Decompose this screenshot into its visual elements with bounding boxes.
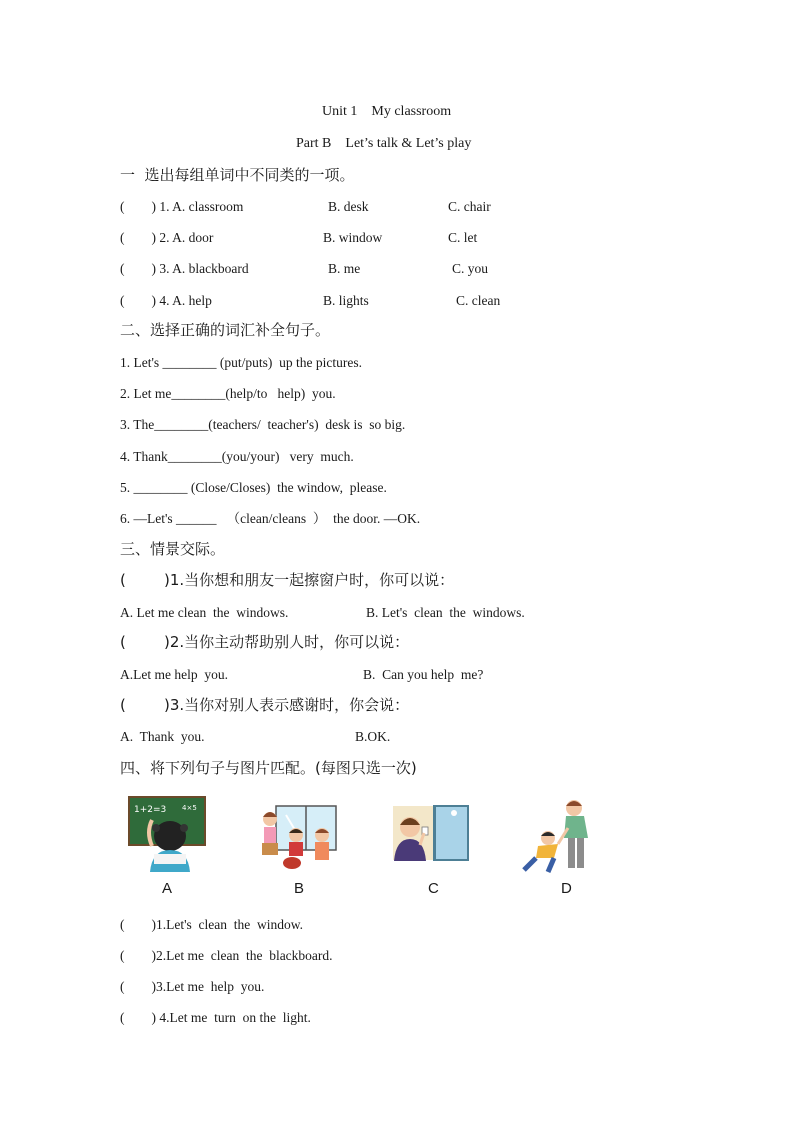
- s1-q2-option-c: C. let: [448, 230, 478, 245]
- s4-item-2: ( )2.Let me clean the blackboard.: [120, 948, 333, 963]
- s2-item-5: 5. ________ (Close/Closes) the window, please.: [120, 480, 387, 495]
- s2-item-4: 4. Thank________(you/your) very much.: [120, 449, 354, 464]
- s1-q3-stem: ( ) 3. A. blackboard: [120, 261, 249, 276]
- s3-q3-option-a: A. Thank you.: [120, 729, 205, 744]
- section1-heading: 一 选出每组单词中不同类的一项。: [120, 166, 355, 184]
- s3-q2-stem: ( )2.当你主动帮助别人时，你可以说：: [120, 633, 410, 651]
- section3-heading: 三、情景交际。: [120, 540, 226, 558]
- picture-label-b: B: [294, 880, 305, 897]
- s3-q1-stem: ( )1.当你想和朋友一起擦窗户时，你可以说：: [120, 571, 455, 589]
- s1-q3-option-b: B. me: [328, 261, 361, 276]
- s1-q4-stem: ( ) 4. A. help: [120, 293, 212, 308]
- s1-q4-option-c: C. clean: [456, 293, 501, 308]
- s3-q3-option-b: B.OK.: [355, 729, 391, 744]
- s1-q2-option-b: B. window: [323, 230, 383, 245]
- section4-heading: 四、将下列句子与图片匹配。(每图只选一次): [120, 759, 417, 777]
- boy-turning-on-light-picture: [392, 805, 470, 861]
- section2-heading: 二、选择正确的词汇补全句子。: [120, 321, 331, 339]
- s1-q2-stem: ( ) 2. A. door: [120, 230, 214, 245]
- s2-item-1: 1. Let's ________ (put/puts) up the pictures.: [120, 355, 363, 370]
- s4-item-4: ( ) 4.Let me turn on the light.: [120, 1010, 311, 1025]
- board-equation: 1+2=3: [134, 805, 167, 815]
- s3-q2-option-a: A.Let me help you.: [120, 667, 228, 682]
- s1-q3-option-c: C. you: [452, 261, 489, 276]
- s2-item-6: 6. —Let's ______ （clean/cleans ） the door. —OK.: [120, 511, 421, 526]
- s2-item-2: 2. Let me________(help/to help) you.: [120, 386, 336, 401]
- children-cleaning-window-picture: [258, 805, 338, 871]
- picture-label-c: C: [428, 880, 439, 897]
- s4-item-3: ( )3.Let me help you.: [120, 979, 265, 994]
- picture-label-d: D: [561, 880, 572, 897]
- s1-q1-option-b: B. desk: [328, 199, 369, 214]
- s3-q2-option-b: B. Can you help me?: [363, 667, 484, 682]
- unit-title: Unit 1 My classroom: [322, 104, 452, 119]
- s2-item-3: 3. The________(teachers/ teacher's) desk is so big.: [120, 417, 406, 432]
- s3-q1-option-a: A. Let me clean the windows.: [120, 605, 289, 620]
- s3-q1-option-b: B. Let's clean the windows.: [366, 605, 525, 620]
- picture-label-a: A: [162, 880, 173, 897]
- s1-q1-stem: ( ) 1. A. classroom: [120, 199, 244, 214]
- s1-q1-option-c: C. chair: [448, 199, 491, 214]
- board-equation-2: 4×5: [182, 804, 197, 812]
- s4-item-1: ( )1.Let's clean the window.: [120, 917, 304, 932]
- s1-q4-option-b: B. lights: [323, 293, 369, 308]
- s3-q3-stem: ( )3.当你对别人表示感谢时，你会说：: [120, 696, 410, 714]
- boy-helping-girl-picture: [518, 798, 608, 874]
- girl-at-blackboard-picture: [128, 796, 208, 874]
- part-title: Part B Let’s talk & Let’s play: [296, 136, 472, 151]
